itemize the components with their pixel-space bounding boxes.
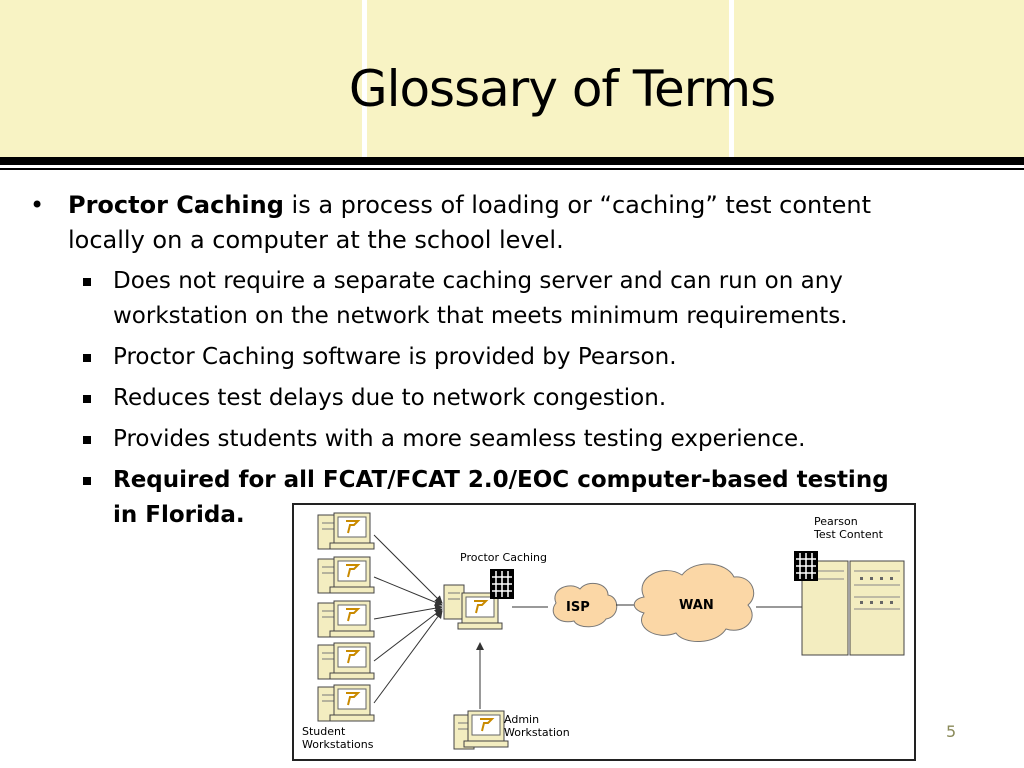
sub-bullet-text: Proctor Caching software is provided by Pearson. [113, 344, 677, 370]
sub-bullet-text: workstation on the network that meets minimum requirements. [113, 303, 848, 329]
pearson-server [794, 551, 904, 655]
network-diagram [292, 503, 916, 761]
main-bullet [30, 188, 958, 258]
sub-bullet [113, 422, 1003, 457]
admin-workstation [454, 711, 508, 749]
header-divider [0, 157, 1024, 165]
square-bullet [83, 477, 91, 485]
student-label-line2: Workstations [302, 738, 374, 751]
student-workstation-5 [318, 685, 374, 721]
network-diagram-svg [294, 505, 914, 759]
sub-bullet-text: Required for all FCAT/FCAT 2.0/EOC computer-based testing [113, 467, 889, 493]
sub-bullet-text: Reduces test delays due to network congestion. [113, 385, 667, 411]
sub-bullet-text: Provides students with a more seamless testing experience. [113, 426, 806, 452]
slide-title: Glossary of Terms [348, 60, 776, 118]
proctor-caching-label: Proctor Caching [460, 551, 548, 564]
term-proctor-caching: Proctor Caching [68, 191, 284, 219]
slide-header [0, 0, 1024, 158]
square-bullet [83, 278, 91, 286]
header-divider-thin [0, 168, 1024, 170]
student-workstation-4 [318, 643, 374, 679]
bullet-dot: • [30, 191, 45, 219]
square-bullet [83, 436, 91, 444]
pearson-label-line2: Test Content [814, 528, 883, 541]
sub-bullet-text: in Florida. [113, 502, 245, 528]
pearson-label-line1: Pearson [814, 515, 858, 528]
student-workstation-1 [318, 513, 374, 549]
student-connection-arrows [374, 535, 442, 703]
wan-label: WAN [679, 598, 714, 613]
square-bullet [83, 395, 91, 403]
isp-label: ISP [566, 600, 590, 615]
student-label-line1: Student [302, 725, 346, 738]
square-bullet [83, 354, 91, 362]
sub-bullet [113, 264, 1003, 334]
sub-bullet [113, 340, 1003, 375]
page-number: 5 [946, 722, 957, 741]
admin-label-line1: Admin [504, 713, 540, 726]
bullet-text: locally on a computer at the school level. [68, 226, 564, 254]
student-workstation-3 [318, 601, 374, 637]
bullet-text: is a process of loading or “caching” test content [283, 191, 872, 219]
admin-label-line2: Workstation [504, 726, 570, 739]
student-workstation-2 [318, 557, 374, 593]
sub-bullet [113, 381, 1003, 416]
proctor-caching-computer [444, 569, 514, 629]
sub-bullet-text: Does not require a separate caching server and can run on any [113, 268, 843, 294]
